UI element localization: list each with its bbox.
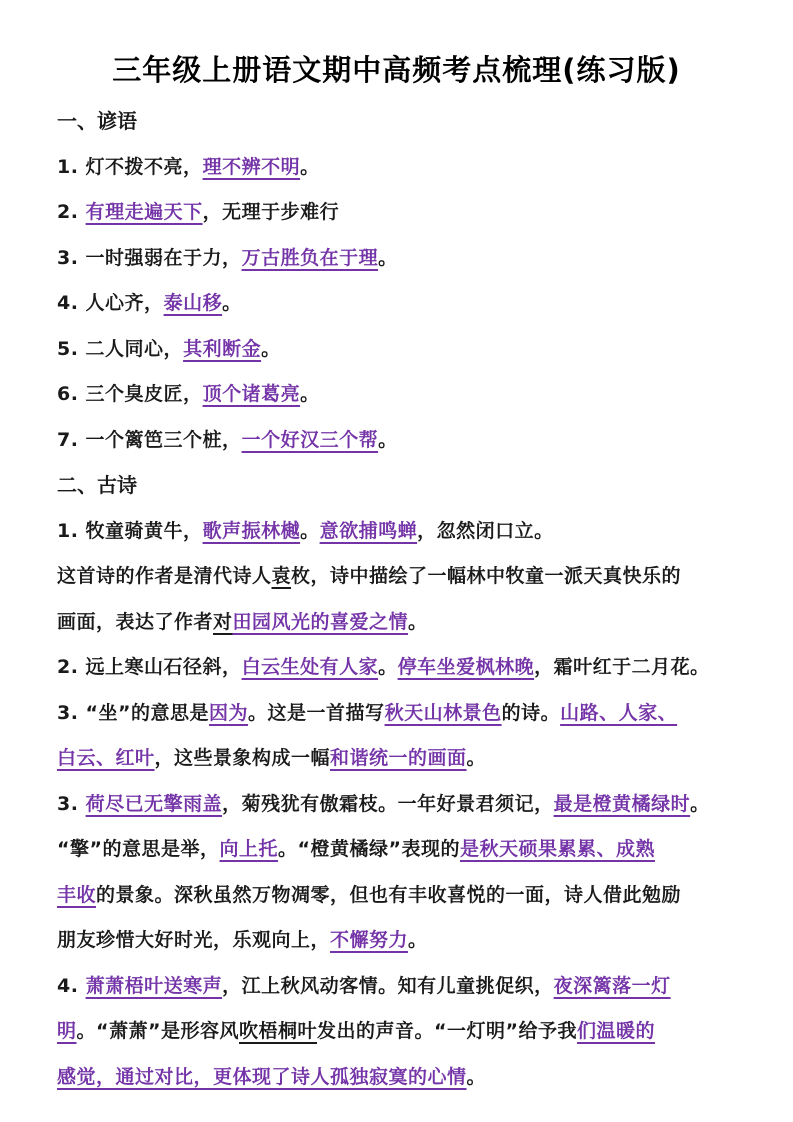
text-run: 。“橙黄橘绿”表现的 — [278, 838, 460, 860]
answer-run: 们温暖的 — [577, 1020, 656, 1042]
text-run: 。 — [466, 1065, 487, 1088]
section-heading: 一、谚语 — [57, 109, 137, 133]
answer-run: 停车坐爱枫林晚 — [397, 656, 535, 678]
text-line — [57, 281, 736, 327]
answer-run: 其利断金 — [183, 337, 262, 360]
answer-run: 白云生处有人家 — [241, 656, 379, 678]
text-line — [57, 827, 736, 873]
text-line — [57, 327, 736, 373]
text-run: 4. 人心齐， — [57, 292, 164, 314]
text-run: 4. — [57, 974, 86, 997]
text-line — [57, 372, 736, 418]
text-run: 6. 三个臭皮匠， — [57, 383, 203, 405]
text-run: ，这些景象构成一幅 — [154, 747, 331, 769]
text-run: 发出的声音。“一灯明”给予我 — [317, 1020, 577, 1042]
text-run: 枚，诗中描绘了一幅林中牧童一派天真快乐的 — [291, 565, 682, 587]
text-run: 2. — [57, 201, 86, 223]
text-run: 画面，表达了作者 — [57, 610, 214, 633]
answer-run: 是秋天硕果累累、成熟 — [459, 838, 655, 860]
text-run: 。 — [300, 155, 320, 178]
text-run: ，霜叶红于二月花。 — [534, 656, 710, 678]
text-run: ，忽然闭口立。 — [417, 519, 554, 542]
text-line — [57, 873, 736, 919]
answer-run: 有理走遍天下 — [85, 201, 203, 223]
text-run: 3. “坐”的意思是 — [57, 701, 210, 724]
answer-run: 泰山移 — [163, 292, 223, 314]
answer-run: 万古胜负在于理 — [241, 246, 379, 269]
answer-run: 顶个诸葛亮 — [202, 383, 301, 405]
answer-run: 不懈努力 — [330, 929, 409, 951]
answer-run: 理不辨不明 — [202, 155, 301, 178]
text-run: 。“萧萧”是形容风 — [76, 1020, 239, 1042]
text-run: 。这是一首描写 — [248, 701, 385, 724]
text-line — [57, 1009, 736, 1055]
answer-run: 山路、人家、 — [560, 701, 678, 724]
text-run: 的诗。 — [501, 701, 561, 724]
text-run: 这首诗的作者是清代诗人 — [57, 565, 272, 587]
text-line — [57, 190, 736, 236]
answer-run: 明 — [57, 1020, 77, 1042]
text-line — [57, 418, 736, 464]
answer-run: 萧萧梧叶送寒声 — [85, 974, 223, 997]
answer-run: 白云、红叶 — [57, 747, 155, 769]
underlined-run: 袁 — [271, 565, 292, 587]
section-heading: 二、古诗 — [57, 473, 137, 497]
answer-run: 因为 — [209, 701, 249, 724]
text-line — [57, 691, 736, 737]
text-run: 的景象。深秋虽然万物凋零，但也有丰收喜悦的一面，诗人借此勉励 — [96, 883, 682, 906]
text-run: 。 — [378, 428, 398, 451]
text-run: 。 — [378, 246, 398, 269]
text-run: “擎”的意思是举， — [57, 838, 220, 860]
text-run: 。 — [300, 519, 320, 542]
text-run: 2. 远上寒山石径斜， — [57, 656, 242, 678]
answer-run: 荷尽已无擎雨盖 — [85, 792, 223, 815]
text-run: 。 — [408, 610, 428, 633]
answer-run: 丰收 — [57, 883, 97, 906]
text-run: 5. 二人同心， — [57, 337, 184, 360]
answer-run: 夜深篱落一灯 — [553, 974, 671, 997]
text-run: 1. 灯不拨不亮， — [57, 155, 203, 178]
text-line — [57, 509, 736, 555]
answer-run: 向上托 — [219, 838, 278, 860]
text-run: ，无理于步难行 — [202, 201, 340, 223]
answer-run: 一个好汉三个帮 — [241, 428, 379, 451]
text-run: 。 — [222, 292, 242, 314]
text-run: 朋友珍惜大好时光，乐观向上， — [57, 929, 331, 951]
text-line — [57, 782, 736, 828]
text-run: 3. 一时强弱在于力， — [57, 246, 242, 269]
page-title: 三年级上册语文期中高频考点梳理(练习版) — [112, 53, 681, 87]
text-line — [57, 645, 736, 691]
text-run: 7. 一个篱笆三个桩， — [57, 428, 242, 451]
text-run: 。 — [378, 656, 398, 678]
answer-run: 感觉，通过对比，更体现了诗人孤独寂寞的心情 — [57, 1065, 467, 1088]
answer-run: 田园风光的喜爱之情 — [232, 610, 409, 633]
text-line — [57, 964, 736, 1010]
text-line — [57, 1055, 736, 1101]
answer-run: 秋天山林景色 — [384, 701, 502, 724]
answer-run: 歌声振林樾 — [202, 519, 301, 542]
answer-run: 和谐统一的画面 — [330, 747, 467, 769]
text-line — [57, 554, 736, 600]
text-line — [57, 918, 736, 964]
text-run: ，江上秋风动客情。知有儿童挑促织， — [222, 974, 554, 997]
text-line — [57, 736, 736, 782]
text-run: 。 — [261, 337, 281, 360]
text-run: 。 — [408, 929, 428, 951]
text-line — [57, 600, 736, 646]
underlined-run: 对 — [213, 610, 233, 633]
text-line — [57, 145, 736, 191]
text-line — [57, 236, 736, 282]
text-run: 。 — [690, 792, 710, 815]
answer-run: 意欲捕鸣蝉 — [319, 519, 418, 542]
text-run: ，菊残犹有傲霜枝。一年好景君须记， — [222, 792, 554, 815]
text-run: 1. 牧童骑黄牛， — [57, 519, 203, 542]
underlined-run: 吹梧桐叶 — [239, 1020, 318, 1042]
text-run: 3. — [57, 792, 86, 815]
answer-run: 最是橙黄橘绿时 — [553, 792, 691, 815]
document-body — [0, 89, 793, 1100]
text-run: 。 — [466, 747, 487, 769]
text-run: 。 — [300, 383, 320, 405]
